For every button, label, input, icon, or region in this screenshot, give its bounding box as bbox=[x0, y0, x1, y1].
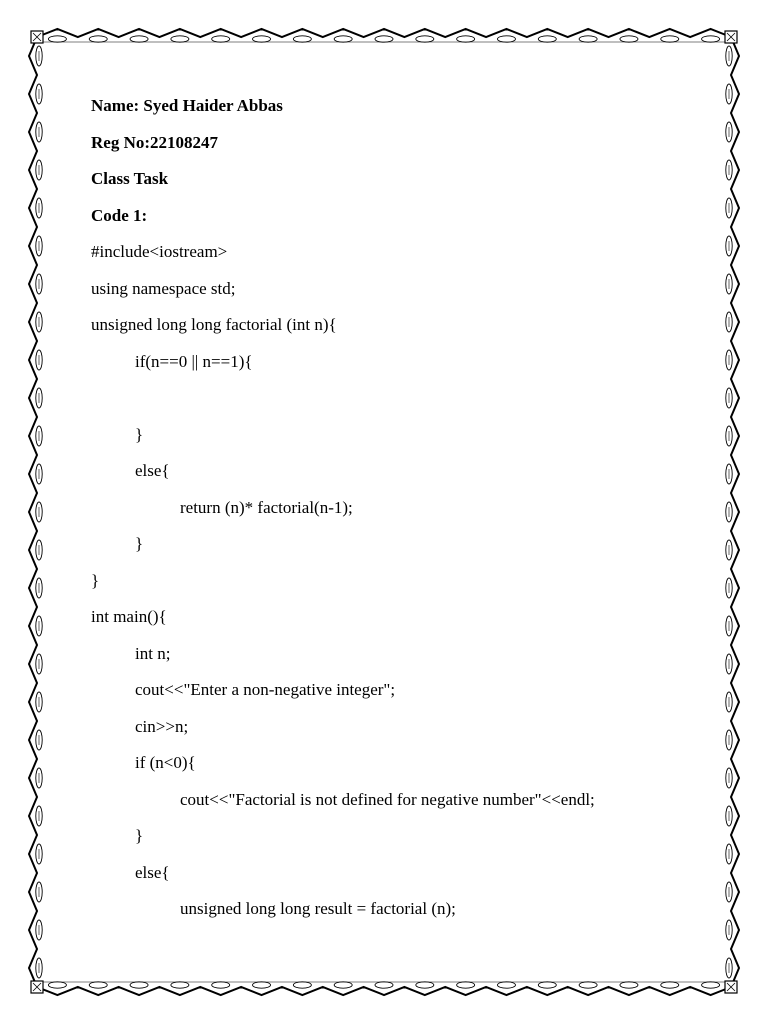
code-line: else{ bbox=[135, 461, 170, 480]
code-line: } bbox=[135, 424, 144, 444]
registration-number: Reg No:22108247 bbox=[91, 132, 219, 152]
code-line: } bbox=[135, 534, 144, 553]
code-line: using namespace std; bbox=[91, 278, 236, 298]
student-name: Name: Syed Haider Abbas bbox=[91, 96, 283, 115]
code-line: unsigned long long factorial (int n){ bbox=[91, 315, 337, 334]
code-line: int main(){ bbox=[91, 607, 167, 626]
code-line: if(n==0 || n==1){ bbox=[135, 351, 253, 371]
code-line: cout<<"Enter a non-negative integer"; bbox=[135, 680, 396, 699]
code-line: int n; bbox=[135, 643, 171, 663]
code-line: else{ bbox=[135, 862, 170, 882]
code-title: Code 1: bbox=[91, 205, 148, 225]
code-line: unsigned long long result = factorial (n); bbox=[180, 899, 456, 918]
code-line: cin>>n; bbox=[135, 716, 189, 736]
blank-line bbox=[91, 380, 711, 417]
class-task-heading: Class Task bbox=[91, 169, 169, 188]
code-line: if (n<0){ bbox=[135, 753, 196, 772]
document-body bbox=[91, 88, 711, 928]
code-line: return (n)* factorial(n-1); bbox=[180, 497, 353, 517]
code-line: } bbox=[91, 570, 100, 590]
code-line: #include<iostream> bbox=[91, 242, 228, 261]
code-line: } bbox=[135, 826, 144, 845]
code-line: cout<<"Factorial is not defined for negative number"<<endl; bbox=[180, 789, 595, 809]
